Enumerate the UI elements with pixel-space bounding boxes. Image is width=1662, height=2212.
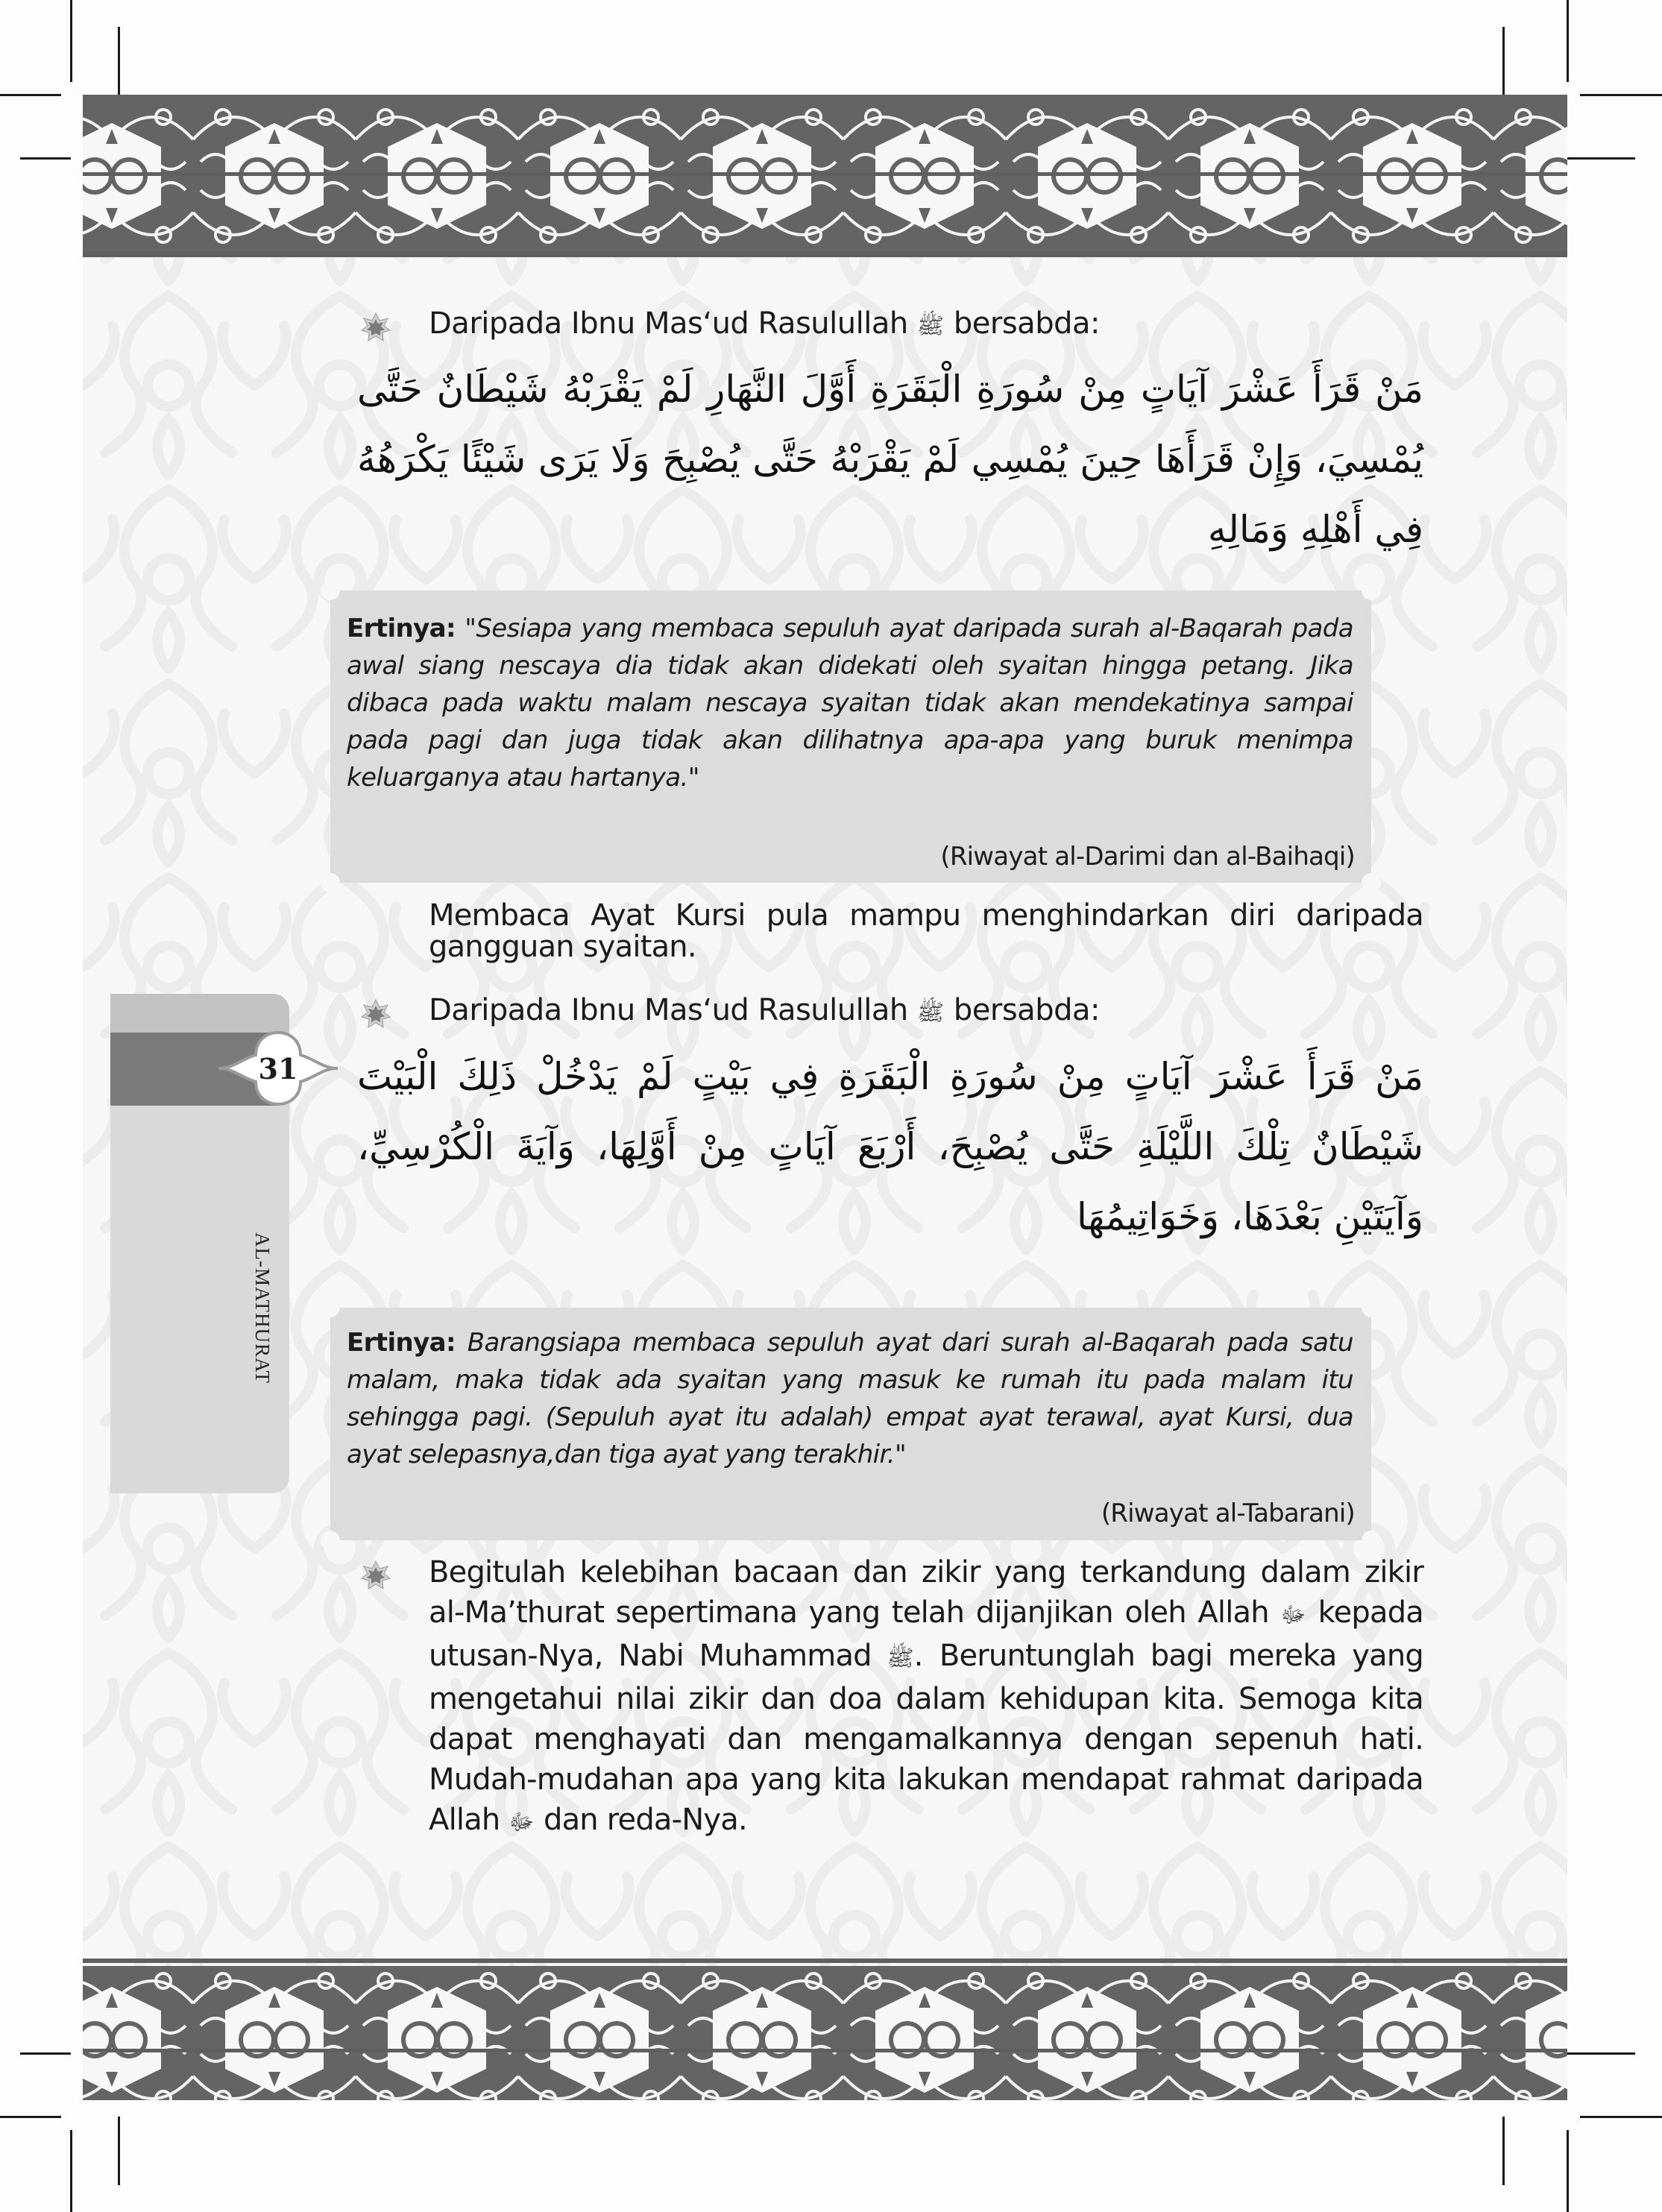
hadith-source-2: (Riwayat al-Tabarani) bbox=[1101, 1499, 1355, 1528]
intro-text: Daripada Ibnu Mas‘ud Rasulullah bbox=[429, 993, 908, 1027]
page-number: 31 bbox=[258, 1051, 298, 1085]
star-bullet-icon bbox=[361, 312, 391, 342]
page-number-badge bbox=[215, 1024, 341, 1113]
intro-end: bersabda: bbox=[953, 306, 1100, 341]
arabic-hadith-1: مَنْ قَرَأَ عَشْرَ آيَاتٍ مِنْ سُورَةِ الْبَقَرَةِ أَوَّلَ النَّهَارِ لَمْ يَقْرَبْهُ شَيْطَانٌ حَتَّى يُمْسِيَ، وَإِنْ قَرَأَهَا حِينَ يُمْسِي لَمْ يَقْرَبْهُ حَتَّى يُصْبِحَ وَلَا يَرَى شَيْئًا يَكْرَهُهُ فِي أَهْلِهِ وَمَالِهِ bbox=[357, 368, 1423, 551]
crop-mark bbox=[20, 2052, 71, 2055]
translation-text-1: Ertinya: "Sesiapa yang membaca sepuluh ayat daripada surah al-Baqarah pada awal siang nescaya dia tidak akan didekati oleh syaitan hingga petang. Jika dibaca pada waktu malam nescaya syaitan tidak akan mendekatinya sampai pada pagi dan juga tidak akan dilihatnya apa-apa yang buruk menimpa keluarganya atau hartanya." bbox=[347, 614, 1353, 793]
crop-mark bbox=[1580, 94, 1662, 96]
chapter-side-tab bbox=[110, 994, 298, 1493]
closing-text: Begitulah kelebihan bacaan dan zikir yang terkandung dalam zikir al-Ma’thurat sepertimana yang telah dijanjikan oleh Allah bbox=[429, 1555, 1423, 1630]
closing-text: kepada utusan-Nya, Nabi Muhammad bbox=[429, 1595, 1423, 1673]
salawat-icon: ﷺ bbox=[916, 1000, 945, 1026]
translation-label: Ertinya bbox=[347, 1328, 447, 1358]
crop-mark bbox=[118, 27, 120, 95]
arabic-hadith-2: مَنْ قَرَأَ عَشْرَ آيَاتٍ مِنْ سُورَةِ الْبَقَرَةِ فِي بَيْتٍ لَمْ يَدْخُلْ ذَلِكَ الْبَيْتَ شَيْطَانٌ تِلْكَ اللَّيْلَةِ حَتَّى يُصْبِحَ، أَرْبَعَ آيَاتٍ مِنْ أَوَّلِهَا، وَآيَةَ الْكُرْسِيِّ، وَآيَتَيْنِ بَعْدَهَا، وَخَوَاتِيمُهَا bbox=[357, 1055, 1423, 1238]
salawat-icon: ﷺ bbox=[887, 1645, 914, 1671]
crop-mark bbox=[1566, 2052, 1635, 2055]
crop-mark bbox=[1580, 2116, 1662, 2118]
translation-label: Ertinya bbox=[347, 614, 447, 643]
subhanahu-icon: ﷻ bbox=[509, 1809, 535, 1836]
intro-text: Daripada Ibnu Mas‘ud Rasulullah bbox=[429, 306, 908, 341]
crop-mark bbox=[1567, 2130, 1569, 2212]
crop-mark bbox=[0, 94, 61, 96]
translation-box-2 bbox=[330, 1308, 1371, 1540]
closing-text: dan reda-Nya. bbox=[543, 1803, 747, 1837]
crop-mark bbox=[1567, 0, 1569, 82]
running-title: AL-MATHURAT bbox=[251, 1232, 274, 1384]
star-bullet-icon bbox=[361, 999, 391, 1029]
hadith-intro-1 bbox=[429, 306, 1100, 344]
hadith-intro-2 bbox=[429, 993, 1100, 1031]
crop-mark bbox=[118, 2117, 120, 2185]
salawat-icon: ﷺ bbox=[916, 313, 945, 339]
crop-mark bbox=[70, 2130, 72, 2212]
translation-text-2: Ertinya: Barangsiapa membaca sepuluh ayat dari surah al-Baqarah pada satu malam, maka tidak ada syaitan yang masuk ke rumah itu pada malam itu sehingga pagi. (Sepuluh ayat itu adalah) empat ayat terawal, ayat Kursi, dua ayat selepasnya,dan tiga ayat yang terakhir." bbox=[347, 1328, 1353, 1469]
translation-box-1 bbox=[330, 590, 1371, 883]
intro-end: bersabda: bbox=[953, 993, 1100, 1027]
crop-mark bbox=[0, 2116, 61, 2118]
crop-mark bbox=[1502, 27, 1505, 95]
translation-body: Barangsiapa membaca sepuluh ayat dari surah al-Baqarah pada satu malam, maka tidak ada syaitan yang masuk ke rumah itu pada malam itu sehingga pagi. (Sepuluh ayat itu adalah) empat ayat terawal, ayat Kursi, dua ayat selepasnya,dan tiga ayat yang terakhir." bbox=[347, 1328, 1353, 1469]
hadith-source-1: (Riwayat al-Darimi dan al-Baihaqi) bbox=[940, 842, 1355, 872]
bottom-ornament-band bbox=[83, 1959, 1567, 2100]
closing-text: . Beruntunglah bagi mereka yang mengetahui nilai zikir dan doa dalam kehidupan kita. Semoga kita dapat menghayati dan mengamalkannya dengan sepenuh hati. Mudah-mudahan apa yang kita lakukan mendapat rahmat daripada Allah bbox=[429, 1639, 1423, 1837]
star-bullet-icon bbox=[361, 1560, 391, 1590]
lead-paragraph: Membaca Ayat Kursi pula mampu menghindarkan diri daripada gangguan syaitan. bbox=[429, 898, 1423, 964]
crop-mark bbox=[1566, 157, 1635, 160]
closing-paragraph bbox=[429, 1552, 1423, 1843]
crop-mark bbox=[20, 157, 71, 160]
book-page bbox=[83, 95, 1567, 2100]
crop-mark bbox=[70, 0, 72, 82]
translation-body: "Sesiapa yang membaca sepuluh ayat daripada surah al-Baqarah pada awal siang nescaya dia tidak akan didekati oleh syaitan hingga petang. Jika dibaca pada waktu malam nescaya syaitan tidak akan mendekatinya sampai pada pagi dan juga tidak akan dilihatnya apa-apa yang buruk menimpa keluarganya atau hartanya." bbox=[347, 614, 1353, 793]
top-ornament-band bbox=[83, 95, 1567, 257]
crop-mark bbox=[1502, 2117, 1505, 2185]
subhanahu-icon: ﷻ bbox=[1280, 1602, 1306, 1628]
